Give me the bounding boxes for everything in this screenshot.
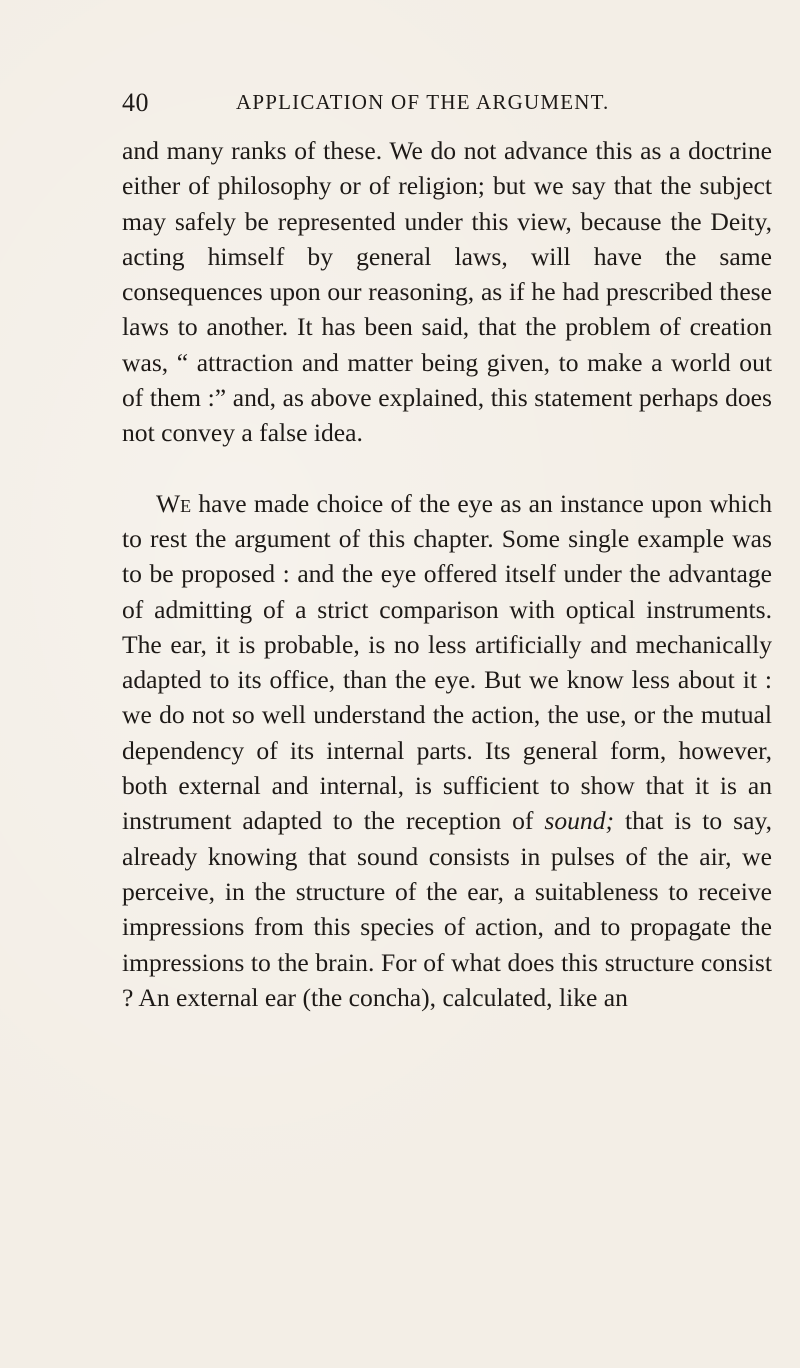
body-text bbox=[122, 133, 772, 1015]
paragraph-2 bbox=[122, 486, 772, 1015]
running-head-title: APPLICATION OF THE ARGUMENT. bbox=[236, 90, 610, 114]
running-head bbox=[122, 88, 772, 128]
page-number: 40 bbox=[122, 88, 149, 117]
paragraph-2-italic-word: sound; bbox=[544, 806, 615, 836]
paragraph-2-text-after: that is to say, already knowing that sound consists in pulses of the air, we perceive, in the structure of the ear, a suitableness to receive impressions from this species of action, and to propagate the impressions to the brain. For of what does this structure consist ? An external ear (the concha), calculated, like an bbox=[122, 806, 772, 1012]
paragraph-2-text-before: have made choice of the eye as an instance upon which to rest the argument of this chapter. Some single example was to be proposed : and the eye offered itself under the advantage of admitting of a strict comparison with optical instruments. The ear, it is probable, is no less artificially and mechanically adapted to its office, than the eye. But we know less about it : we do not so well understand the action, the use, or the mutual dependency of its internal parts. Its general form, however, both external and internal, is sufficient to show that it is an instrument adapted to the reception of bbox=[122, 488, 772, 836]
paragraph-1: and many ranks of these. We do not advance this as a doctrine either of philosophy or of religion; but we say that the subject may safely be represented under this view, because the Deity, acting himself by general laws, will have the same consequences upon our reasoning, as if he had prescribed these laws to another. It has been said, that the problem of creation was, “ attraction and matter being given, to make a world out of them :” and, as above explained, this statement perhaps does not convey a false idea. bbox=[122, 136, 772, 448]
paragraph-2-lead: We bbox=[156, 488, 192, 518]
